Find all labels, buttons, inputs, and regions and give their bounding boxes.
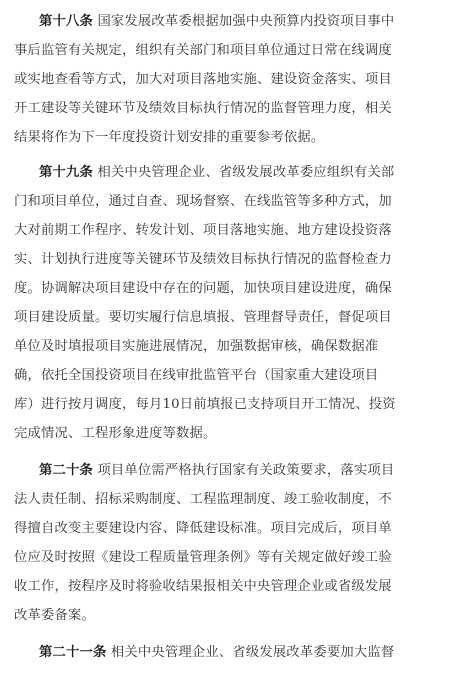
article-line: 实、计划执行进度等关键环节及绩效目标执行情况的监督检查力 [14, 252, 392, 267]
article-text: 相关中央管理企业、省级发展改革委要加大监督 [110, 645, 395, 660]
article-line: 完成情况、工程形象进度等数据。 [14, 426, 217, 441]
article-line: 位应及时按照《建设工程质量管理条例》等有关规定做好竣工验 [14, 550, 392, 565]
article-text: 国家发展改革委根据加强中央预算内投资项目事中 [97, 14, 395, 29]
article-line: 开工建设等关键环节及绩效目标执行情况的监督管理力度，相关 [14, 101, 392, 116]
article-text: 项目单位需严格执行国家有关政策要求，落实项目 [97, 463, 395, 478]
article-heading: 第二十条 [39, 463, 93, 478]
article-line: 确，依托全国投资项目在线审批监管平台（国家重大建设项目 [14, 368, 379, 383]
article-line: 结果将作为下一年度投资计划安排的重要参考依据。 [14, 130, 325, 145]
article-line: 度。协调解决项目建设中存在的问题，加快项目建设进度，确保 [14, 281, 392, 296]
article-line: 法人责任制、招标采购制度、工程监理制度、竣工验收制度，不 [14, 492, 392, 507]
article-first-line [39, 643, 449, 663]
article-line: 得擅自改变主要建设内容、降低建设标准。项目完成后，项目单 [14, 521, 392, 536]
article-first-line [39, 461, 449, 481]
article-heading: 第十九条 [39, 165, 93, 180]
article-line: 单位及时填报项目实施进展情况，加强数据审核，确保数据准 [14, 339, 379, 354]
article-heading: 第十八条 [39, 14, 93, 29]
article-heading: 第二十一条 [39, 645, 107, 660]
article-line: 门和项目单位，通过自查、现场督察、在线监管等多种方式，加 [14, 194, 392, 209]
article-text: 相关中央管理企业、省级发展改革委应组织有关部 [97, 165, 395, 180]
article-first-line [39, 163, 449, 183]
article-line: 大对前期工作程序、转发计划、项目落地实施、地方建设投资落 [14, 223, 392, 238]
article-first-line [39, 12, 449, 32]
article-line: 改革委备案。 [14, 608, 95, 623]
article-line: 项目建设质量。要切实履行信息填报、管理督导责任，督促项目 [14, 310, 392, 325]
article-line: 或实地查看等方式，加大对项目落地实施、建设资金落实、项目 [14, 72, 392, 87]
article-line: 收工作，按程序及时将验收结果报相关中央管理企业或省级发展 [14, 579, 392, 594]
article-line: 库）进行按月调度，每月10日前填报已支持项目开工情况、投资 [14, 397, 396, 412]
article-line: 事后监管有关规定，组织有关部门和项目单位通过日常在线调度 [14, 43, 392, 58]
